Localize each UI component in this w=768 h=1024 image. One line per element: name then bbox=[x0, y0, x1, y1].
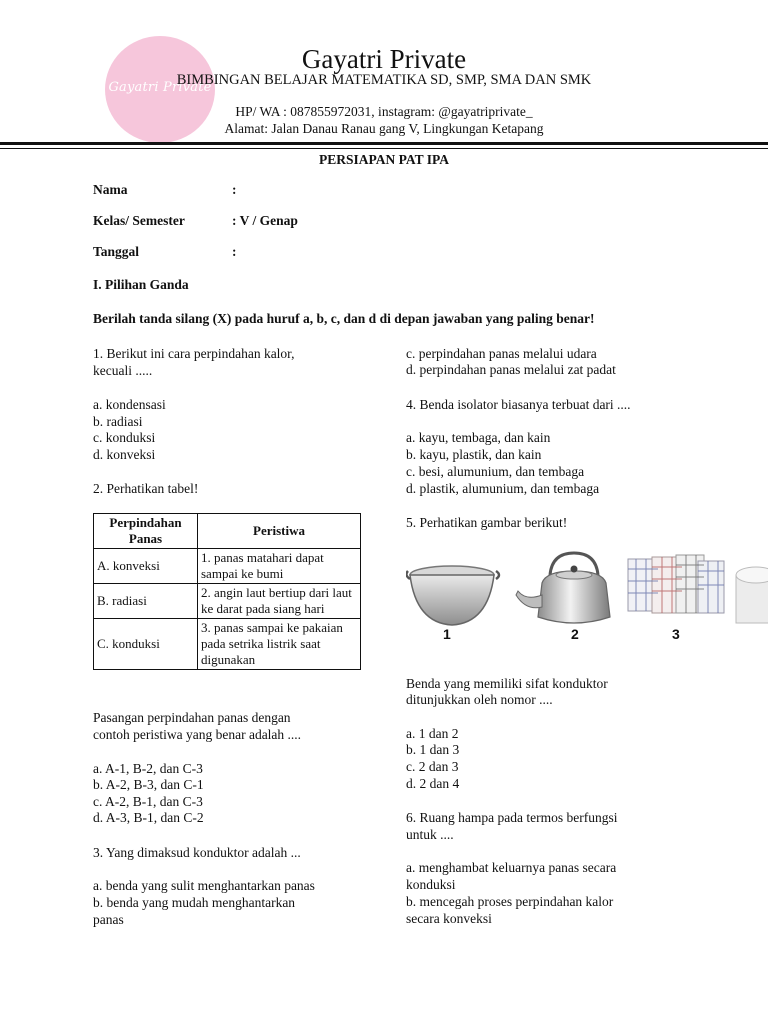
picture-number-2: 2 bbox=[571, 626, 579, 642]
q3-option-b-cont: panas bbox=[93, 912, 124, 927]
table-cell-type: B. radiasi bbox=[94, 584, 198, 619]
q5-question-line1: Benda yang memiliki sifat konduktor bbox=[406, 676, 608, 691]
q5-stem: 5. Perhatikan gambar berikut! bbox=[406, 515, 568, 530]
wok-icon bbox=[406, 545, 506, 645]
field-label-nama: Nama bbox=[93, 182, 128, 197]
q2-option-a: a. A-1, B-2, dan C-3 bbox=[93, 761, 203, 776]
q3-option-c: c. perpindahan panas melalui udara bbox=[406, 346, 597, 361]
table-cell-type: C. konduksi bbox=[94, 619, 198, 670]
q2-option-d: d. A-3, B-1, dan C-2 bbox=[93, 810, 204, 825]
header-divider-thick bbox=[0, 142, 768, 145]
table-header-cell: Perpindahan Panas bbox=[94, 514, 198, 549]
field-label-kelas: Kelas/ Semester bbox=[93, 213, 185, 228]
q1-option-a: a. kondensasi bbox=[93, 397, 166, 412]
address-line: Alamat: Jalan Danau Ranau gang V, Lingkungan Ketapang bbox=[224, 121, 544, 136]
q2-option-b: b. A-2, B-3, dan C-1 bbox=[93, 777, 204, 792]
table-cell-event: 3. panas sampai ke pakaian pada setrika listrik saat digunakan bbox=[198, 619, 361, 670]
brand-title: Gayatri Private bbox=[301, 44, 467, 74]
q3-option-d: d. perpindahan panas melalui zat padat bbox=[406, 362, 616, 377]
q5-option-d: d. 2 dan 4 bbox=[406, 776, 460, 791]
q1-option-b: b. radiasi bbox=[93, 414, 143, 429]
q6-stem-line1: 6. Ruang hampa pada termos berfungsi bbox=[406, 810, 618, 825]
q1-option-c: c. konduksi bbox=[93, 430, 156, 445]
q3-stem: 3. Yang dimaksud konduktor adalah ... bbox=[93, 845, 301, 860]
wok-picture bbox=[406, 545, 506, 645]
q5-option-a: a. 1 dan 2 bbox=[406, 726, 459, 741]
picture-number-1: 1 bbox=[443, 626, 451, 642]
q4-option-c: c. besi, alumunium, dan tembaga bbox=[406, 464, 585, 479]
q2-option-c: c. A-2, B-1, dan C-3 bbox=[93, 794, 203, 809]
q6-option-a-cont: konduksi bbox=[406, 877, 456, 892]
q5-option-c: c. 2 dan 3 bbox=[406, 759, 459, 774]
picture-number-3: 3 bbox=[672, 626, 680, 642]
q2-question-line1: Pasangan perpindahan panas dengan bbox=[93, 710, 291, 725]
q4-option-a: a. kayu, tembaga, dan kain bbox=[406, 430, 551, 445]
contact-line: HP/ WA : 087855972031, instagram: @gayatriprivate_ bbox=[235, 104, 533, 119]
document-title: PERSIAPAN PAT IPA bbox=[318, 152, 449, 167]
q1-stem-line1: 1. Berikut ini cara perpindahan kalor, bbox=[93, 346, 295, 361]
q4-option-b: b. kayu, plastik, dan kain bbox=[406, 447, 542, 462]
field-label-tanggal: Tanggal bbox=[93, 244, 140, 259]
table-header-row bbox=[94, 514, 361, 549]
brand-subtitle: BIMBINGAN BELAJAR MATEMATIKA SD, SMP, SMA DAN SMK bbox=[176, 72, 592, 88]
field-value-kelas: : V / Genap bbox=[232, 213, 298, 228]
cylinder-icon bbox=[728, 545, 768, 645]
kettle-picture bbox=[512, 545, 622, 645]
table-header-cell: Peristiwa bbox=[198, 514, 361, 549]
kettle-icon bbox=[512, 545, 622, 645]
table-row bbox=[94, 619, 361, 670]
table-cell-type: A. konveksi bbox=[94, 549, 198, 584]
table-row bbox=[94, 549, 361, 584]
logo-text: Gayatri Private bbox=[108, 80, 212, 95]
q2-question-line2: contoh peristiwa yang benar adalah .... bbox=[93, 727, 302, 742]
q6-option-b: b. mencegah proses perpindahan kalor bbox=[406, 894, 614, 909]
q6-option-b-cont: secara konveksi bbox=[406, 911, 492, 926]
instruction: Berilah tanda silang (X) pada huruf a, b, c, dan d di depan jawaban yang paling benar! bbox=[93, 311, 595, 326]
cylinder-picture bbox=[728, 545, 768, 645]
table-cell-event: 2. angin laut bertiup dari laut ke darat pada siang hari bbox=[198, 584, 361, 619]
section-heading: I. Pilihan Ganda bbox=[93, 277, 189, 292]
q5-question-line2: ditunjukkan oleh nomor .... bbox=[406, 692, 553, 707]
q1-stem-line2: kecuali ..... bbox=[93, 363, 153, 378]
q4-option-d: d. plastik, alumunium, dan tembaga bbox=[406, 481, 600, 496]
q6-stem-line2: untuk .... bbox=[406, 827, 454, 842]
field-value-nama: : bbox=[232, 182, 237, 197]
q3-option-a: a. benda yang sulit menghantarkan panas bbox=[93, 878, 315, 893]
q2-stem: 2. Perhatikan tabel! bbox=[93, 481, 199, 496]
q3-option-b: b. benda yang mudah menghantarkan bbox=[93, 895, 296, 910]
q6-option-a: a. menghambat keluarnya panas secara bbox=[406, 860, 617, 875]
table-cell-event: 1. panas matahari dapat sampai ke bumi bbox=[198, 549, 361, 584]
q5-option-b: b. 1 dan 3 bbox=[406, 742, 460, 757]
heat-transfer-table bbox=[93, 513, 361, 670]
table-row bbox=[94, 584, 361, 619]
header-divider-thin bbox=[0, 148, 768, 149]
q1-option-d: d. konveksi bbox=[93, 447, 156, 462]
q4-stem: 4. Benda isolator biasanya terbuat dari .... bbox=[406, 397, 631, 412]
field-value-tanggal: : bbox=[232, 244, 237, 259]
